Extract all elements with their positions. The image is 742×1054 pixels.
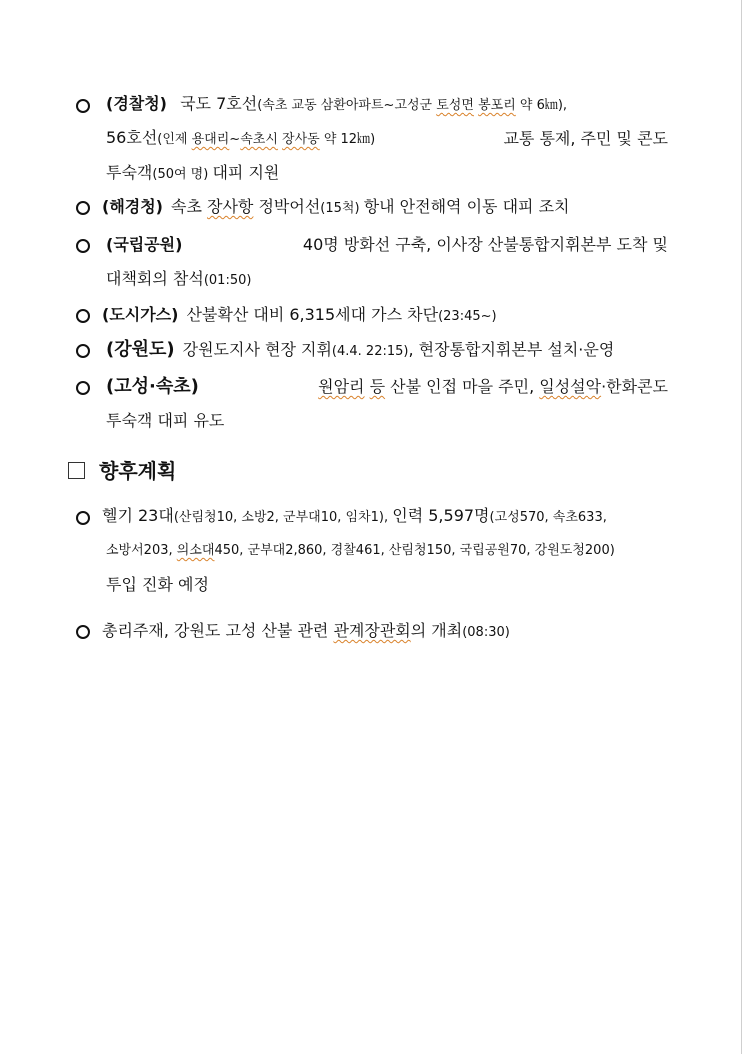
line-text: 의소대 [176,543,215,558]
item-line [76,122,668,156]
circle-bullet-icon [76,309,90,323]
line-text: (50여 명) [152,167,213,182]
agency-label: (강원도) [106,339,175,360]
line-text: (속초 교동 삼환아파트~고성군 [257,98,437,113]
line-text: 투숙객 [106,163,153,182]
line-text: 약 6㎞), [515,98,568,113]
item-line [76,228,668,262]
line-text: 450, 군부대2,860, 경찰461, 산림청150, 국립공원70, 강원도청200) [214,543,615,558]
line-text: 관계장관회 [333,621,411,640]
line-text: , 현장통합지휘본부 설치·운영 [408,340,615,359]
circle-bullet-icon [76,99,90,113]
line-text: ·한화콘도 [601,377,668,396]
agency-label: (경찰청) [106,94,167,113]
line-text: 투숙객 대피 유도 [106,411,225,430]
section-heading-text: 향후계획 [99,459,177,483]
item-line [76,500,668,534]
line-text: 의 개최 [410,621,463,640]
line-text: 항내 안전해역 이동 대피 조치 [363,197,570,216]
line-text: 토성면 [436,98,474,113]
line-text: 총리주재, 강원도 고성 산불 관련 [102,621,334,640]
status-item-police [76,88,668,190]
line-text: (인제 [157,132,192,147]
line-text: 속초 [171,197,207,216]
line-text: 속초시 [240,132,278,147]
agency-label: (도시가스) [102,305,179,324]
line-text: (01:50) [203,273,252,288]
line-text: 인력 5,597명 [392,506,490,525]
line-text: 등 [369,377,386,396]
agency-label: (해경청) [102,197,163,216]
line-group [106,121,375,157]
line-text: 원암리 [318,377,365,396]
line-text: ~ [229,132,241,147]
item-line [76,298,668,332]
item-line [76,156,668,190]
item-line [76,534,668,568]
line-text: 대책회의 참석 [106,269,204,288]
line-text: 국도 7호선 [180,94,258,113]
line-text: 일성설악 [539,377,602,396]
status-item-gangwon [76,333,668,367]
circle-bullet-icon [76,625,90,639]
line-text: 산불확산 대비 6,315세대 가스 차단 [186,305,439,324]
circle-bullet-icon [76,239,90,253]
plan-item-helicopters [76,500,668,602]
status-item-city-gas [76,298,668,332]
line-text: 용대리 [191,132,230,147]
line-text: 투입 진화 예정 [106,575,209,594]
line-text: 장사동 [282,132,320,147]
item-line [76,614,668,648]
item-line [76,262,668,296]
plan-item-ministers-meeting [76,614,668,648]
circle-bullet-icon [76,381,90,395]
line-group [102,499,607,535]
circle-bullet-icon [76,201,90,215]
line-text: 봉포리 [478,98,516,113]
square-bullet-icon [68,462,85,479]
agency-label: (고성·속초) [106,376,199,397]
line-text: 대피 지원 [212,163,280,182]
item-line [76,568,668,602]
item-line [76,333,668,367]
line-text: (15척) [320,201,364,216]
line-text: 헬기 23대 [102,506,174,525]
line-text: 장사항 [207,197,254,216]
item-line [76,88,668,122]
line-text: 소방서203, [106,543,177,558]
line-text: (고성570, 속초633, [489,510,607,525]
status-item-national-park [76,228,668,296]
line-text: 정박어선 [253,197,321,216]
status-item-goseong-sokcho [76,370,668,438]
line-text: 산불 인접 마을 주민, [385,377,540,396]
line-text: 약 12㎞) [319,132,376,147]
item-line [76,190,668,224]
line-text: 강원도지사 현장 지휘 [182,340,332,359]
line-group [106,87,567,123]
line-group [106,534,615,568]
status-item-coast-guard [76,190,668,224]
item-line [76,404,668,438]
line-text: 56호선 [106,128,158,147]
line-text: (08:30) [462,625,510,640]
line-text: (산림청10, 소방2, 군부대10, 임차1), [173,510,393,525]
line-text: (23:45~) [438,309,497,324]
line-text: (4.4. 22:15) [331,344,409,359]
section-heading [68,454,176,488]
line-text: 교통 통제, 주민 및 콘도 [503,129,668,148]
line-text: 40명 방화선 구축, 이사장 산불통합지휘본부 도착 및 [302,235,668,254]
circle-bullet-icon [76,344,90,358]
circle-bullet-icon [76,511,90,525]
item-line [76,370,668,404]
agency-label: (국립공원) [106,235,183,254]
line-group [318,370,668,404]
